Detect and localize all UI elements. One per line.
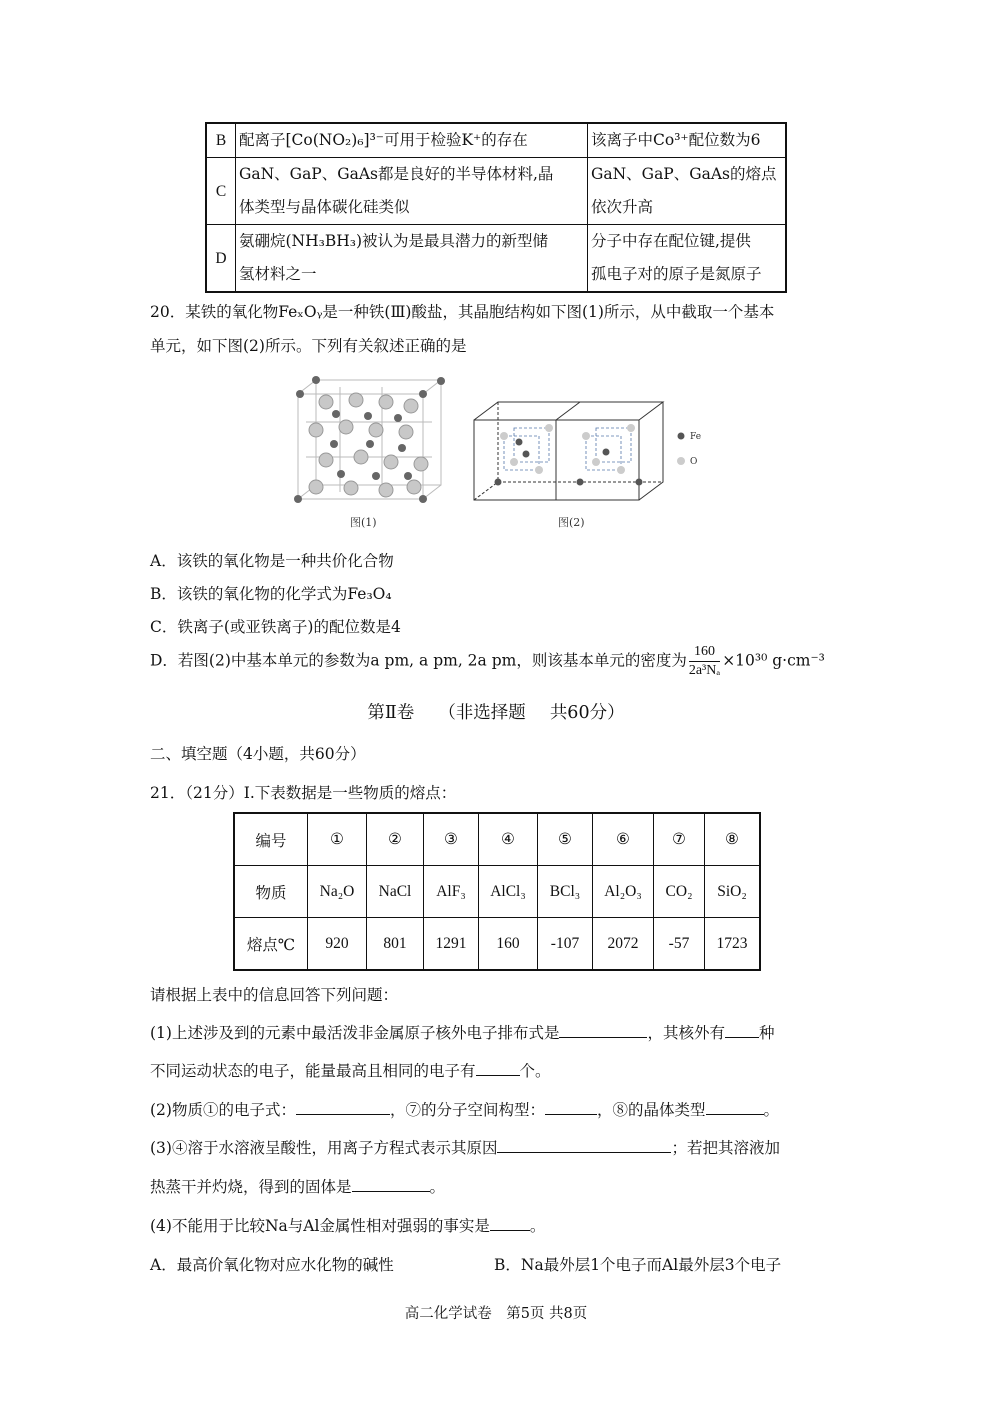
q20-stem-line1: 20．某铁的氧化物FeₓOᵧ是一种铁(Ⅲ)酸盐，其晶胞结构如下图(1)所示，从中截取一个基本 xyxy=(150,303,775,321)
table-cell: CO₂ xyxy=(654,866,705,918)
section-type: （非选择题 xyxy=(438,703,526,723)
text: 。 xyxy=(529,1217,546,1235)
option-explanation: 该离子中Co³⁺配位数为6 xyxy=(588,123,787,158)
row-header: 熔点℃ xyxy=(234,918,308,971)
option-label: C xyxy=(206,158,236,225)
option-explanation xyxy=(588,225,787,293)
page-footer: 高二化学试卷 第5页 共8页 xyxy=(404,1306,588,1322)
answer-blank[interactable] xyxy=(725,1023,759,1038)
text: 种 xyxy=(758,1024,775,1042)
table-cell: SiO₂ xyxy=(705,866,761,918)
option-d-tail: ×10³⁰ g·cm⁻³ xyxy=(722,651,825,670)
fig1-caption: 图(1) xyxy=(350,516,377,529)
table-row xyxy=(234,866,760,918)
q21-part4 xyxy=(150,1214,545,1236)
option-statement: 配离子[Co(NO₂)₆]³⁻可用于检验K⁺的存在 xyxy=(236,123,588,158)
q20-option-c: C．铁离子(或亚铁离子)的配位数是4 xyxy=(150,618,401,636)
answer-blank[interactable] xyxy=(476,1061,520,1076)
q21-part1-line1 xyxy=(150,1021,775,1043)
legend-fe: Fe xyxy=(690,432,702,442)
table-cell: 1723 xyxy=(705,918,761,971)
table-cell: ④ xyxy=(479,813,538,866)
q20-option-b: B．该铁的氧化物的化学式为Fe₃O₄ xyxy=(150,585,392,603)
table-row xyxy=(234,918,760,971)
legend-o: O xyxy=(690,457,698,467)
row-header: 物质 xyxy=(234,866,308,918)
option-label: B xyxy=(206,123,236,158)
text: (1)上述涉及到的元素中最活泼非金属原子核外电子排布式是 xyxy=(150,1024,560,1042)
answer-blank[interactable] xyxy=(497,1138,671,1153)
text: ，⑦的分子空间构型： xyxy=(389,1101,545,1119)
section-title xyxy=(0,699,992,724)
table-cell: BCl₃ xyxy=(538,866,593,918)
part-heading: 二、填空题（4小题，共60分） xyxy=(150,745,366,763)
statement-line: 氢材料之一 xyxy=(239,265,317,283)
q20-stem-line2: 单元，如下图(2)所示。下列有关叙述正确的是 xyxy=(150,337,467,355)
explanation-line: 分子中存在配位键,提供 xyxy=(591,232,751,250)
q21-part2 xyxy=(150,1098,779,1120)
table-cell: Na₂O xyxy=(308,866,367,918)
text: (3)④溶于水溶液呈酸性，用离子方程式表示其原因 xyxy=(150,1139,498,1157)
text: 。 xyxy=(763,1101,780,1119)
fig2-caption: 图(2) xyxy=(558,516,585,529)
explanation-line: 依次升高 xyxy=(591,198,654,216)
fraction-numerator: 160 xyxy=(689,643,720,662)
answer-blank[interactable] xyxy=(706,1100,764,1115)
text: ；若把其溶液加 xyxy=(671,1139,780,1157)
table-row xyxy=(234,813,760,866)
density-fraction xyxy=(689,643,720,680)
table-cell: 2072 xyxy=(593,918,654,971)
table-cell: ⑥ xyxy=(593,813,654,866)
answer-blank[interactable] xyxy=(296,1100,390,1115)
option-table xyxy=(205,122,787,293)
text: (2)物质①的电子式： xyxy=(150,1101,296,1119)
answer-blank[interactable] xyxy=(559,1023,647,1038)
text: 热蒸干并灼烧，得到的固体是 xyxy=(150,1178,352,1196)
answer-blank[interactable] xyxy=(352,1177,430,1192)
table-row xyxy=(206,158,786,225)
q21-option-a: A．最高价氧化物对应水化物的碱性 xyxy=(150,1256,394,1274)
table-cell: 1291 xyxy=(424,918,479,971)
table-cell: AlF₃ xyxy=(424,866,479,918)
fig2-inner xyxy=(504,428,631,470)
statement-line: 氨硼烷(NH₃BH₃)被认为是最具潜力的新型储 xyxy=(239,232,549,250)
statement-line: GaN、GaP、GaAs都是良好的半导体材料,晶 xyxy=(239,165,554,183)
text: 。 xyxy=(429,1178,446,1196)
explanation-line: 孤电子对的原子是氮原子 xyxy=(591,265,762,283)
melting-point-table xyxy=(233,812,761,971)
option-d-text: D．若图(2)中基本单元的参数为a pm, a pm, 2a pm，则该基本单元的密度为 xyxy=(150,651,687,670)
crystal-figure xyxy=(286,372,706,534)
table-cell: ⑤ xyxy=(538,813,593,866)
section-score: 共60分） xyxy=(549,703,625,723)
q20-option-a: A．该铁的氧化物是一种共价化合物 xyxy=(150,552,394,570)
fig2-boxes xyxy=(474,402,663,500)
table-cell: 920 xyxy=(308,918,367,971)
table-cell: NaCl xyxy=(367,866,424,918)
table-row xyxy=(206,225,786,293)
q21-part1-line2 xyxy=(150,1059,551,1081)
fig1-atoms xyxy=(294,376,445,503)
table-cell: ② xyxy=(367,813,424,866)
q21-prompt: 请根据上表中的信息回答下列问题： xyxy=(150,986,399,1004)
q21-part3-line2 xyxy=(150,1175,445,1197)
q21-option-b: B．Na最外层1个电子而Al最外层3个电子 xyxy=(494,1256,782,1274)
table-cell: ③ xyxy=(424,813,479,866)
text: 不同运动状态的电子，能量最高且相同的电子有 xyxy=(150,1062,476,1080)
answer-blank[interactable] xyxy=(545,1100,597,1115)
table-cell: AlCl₃ xyxy=(479,866,538,918)
text: ，⑧的晶体类型 xyxy=(596,1101,706,1119)
option-label: D xyxy=(206,225,236,293)
row-header: 编号 xyxy=(234,813,308,866)
table-cell: Al₂O₃ xyxy=(593,866,654,918)
option-explanation xyxy=(588,158,787,225)
q20-option-d xyxy=(150,643,825,680)
table-cell: -107 xyxy=(538,918,593,971)
table-cell: ① xyxy=(308,813,367,866)
table-cell: -57 xyxy=(654,918,705,971)
table-cell: 160 xyxy=(479,918,538,971)
text: (4)不能用于比较Na与Al金属性相对强弱的事实是 xyxy=(150,1217,490,1235)
table-row xyxy=(206,123,786,158)
q21-intro: 21．（21分）Ⅰ.下表数据是一些物质的熔点： xyxy=(150,784,457,802)
fraction-denominator: 2a³Nₐ xyxy=(688,663,721,678)
q21-part3-line1 xyxy=(150,1136,780,1158)
table-cell: 801 xyxy=(367,918,424,971)
fig2-atoms xyxy=(495,424,686,486)
option-statement xyxy=(236,225,588,293)
explanation-line: GaN、GaP、GaAs的熔点 xyxy=(591,165,777,183)
option-statement xyxy=(236,158,588,225)
table-cell: ⑧ xyxy=(705,813,761,866)
table-cell: ⑦ xyxy=(654,813,705,866)
section-name: 第Ⅱ卷 xyxy=(367,703,415,723)
answer-blank[interactable] xyxy=(490,1216,530,1231)
text: ，其核外有 xyxy=(647,1024,725,1042)
statement-line: 体类型与晶体碳化硅类似 xyxy=(239,198,410,216)
text: 个。 xyxy=(519,1062,551,1080)
